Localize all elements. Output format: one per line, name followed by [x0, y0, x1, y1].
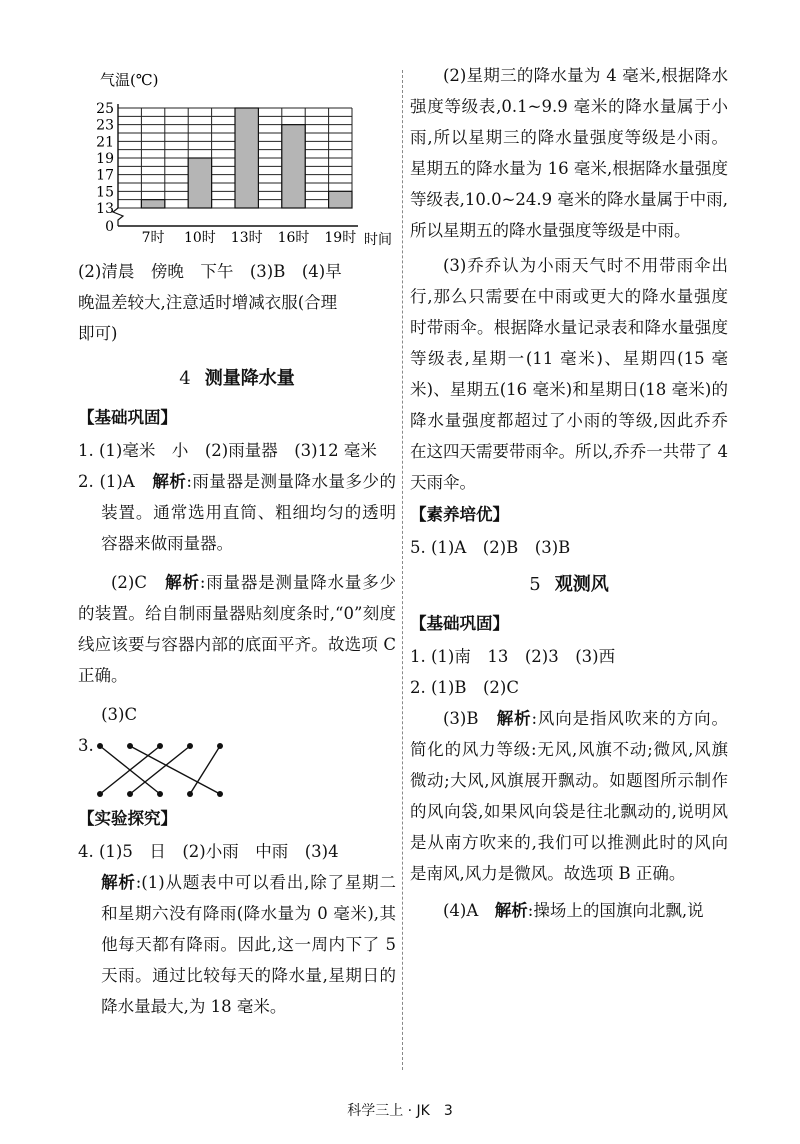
page-number: 3	[443, 1103, 453, 1119]
answer-head: (2)C	[111, 573, 147, 592]
chart-y-ticks	[96, 101, 114, 235]
x-tick-label: 10时	[183, 230, 216, 246]
answer-q1: 1. (1)毫米 小 (2)雨量器 (3)12 毫米	[78, 441, 377, 460]
section-number: 5	[529, 574, 541, 595]
analysis-text: :操场上的国旗向北飘,说	[527, 901, 704, 920]
wind-answer-q2: 2. (1)B (2)C	[410, 678, 519, 697]
answer-line: 即可)	[78, 324, 118, 343]
answer-q4-analysis	[78, 867, 396, 1022]
y-tick-label: 0	[105, 219, 114, 235]
chart-bar	[329, 191, 352, 208]
chart-bar	[282, 125, 305, 208]
right-column	[410, 60, 728, 926]
chart-x-ticks	[142, 230, 357, 246]
matching-lines-diagram	[96, 740, 226, 800]
page-footer	[0, 1100, 800, 1120]
y-tick-label: 23	[96, 117, 114, 134]
answer-q3	[78, 736, 396, 802]
chart-x-axis-label: 时间	[364, 232, 392, 248]
answer-q4-part3: (3)乔乔认为小雨天气时不用带雨伞出行,那么只需要在中雨或更大的降水量强度时带雨伞。根据降水量记录表和降水量强度等级表,星期一(11 毫米)、星期四(15 毫米)、星期五(16 毫米)和星期日(18 毫米)的降水量强度都超过了小雨的等级,因此乔乔在这四天需要带雨伞。所以,乔乔一共带了 4 天雨伞。	[410, 256, 728, 492]
wind-answer-q1: 1. (1)南 13 (2)3 (3)西	[410, 647, 616, 666]
chart-answer	[78, 256, 396, 349]
section-heading: 测量降水量	[204, 368, 295, 389]
basic-consolidation-header: 【基础巩固】	[78, 408, 177, 427]
temperature-bar-chart	[78, 60, 396, 250]
column-divider	[402, 70, 403, 1070]
answer-q2-2	[78, 567, 396, 691]
wind-answer-q2-4	[410, 895, 728, 926]
y-tick-label: 17	[96, 167, 114, 184]
y-tick-label: 21	[96, 134, 114, 151]
chart-bar	[188, 158, 211, 208]
section-number: 4	[179, 368, 191, 389]
y-tick-label: 25	[96, 101, 114, 117]
answer-q2-3: (3)C	[101, 705, 138, 724]
question-number: 3.	[78, 736, 94, 755]
section-title-4	[78, 357, 396, 401]
axis-break	[113, 208, 123, 226]
basic-consolidation-header: 【基础巩固】	[410, 614, 509, 633]
x-tick-label: 7时	[141, 230, 165, 246]
answer-q2-1	[78, 466, 396, 559]
analysis-text: :风向是指风吹来的方向。简化的风力等级:无风,风旗不动;微风,风旗微动;大风,风旗展开飘动。如题图所示制作的风向袋,如果风向袋是往北飘动的,说明风是从南方吹来的,我们可以推测此时的风向是南风,风力是微风。故选项 B 正确。	[410, 709, 729, 883]
chart-bar	[235, 108, 258, 208]
answer-head: (3)B	[443, 709, 479, 728]
quality-header: 【素养培优】	[410, 505, 509, 524]
section-title-5	[410, 563, 728, 607]
chart-bar	[141, 200, 164, 208]
x-tick-label: 16时	[277, 230, 310, 246]
y-tick-label: 15	[96, 184, 114, 201]
y-tick-label: 13	[96, 201, 114, 217]
answer-head: 2. (1)A	[78, 472, 135, 491]
analysis-text: :雨量器是测量降水量多少的装置。通常选用直筒、粗细均匀的透明容器来做雨量器。	[101, 472, 397, 553]
analysis-text: :(1)从题表中可以看出,除了星期二和星期六没有降雨(降水量为 0 毫米),其他每天都有降雨。因此,这一周内下了 5 天雨。通过比较每天的降水量,星期日的降水量最大,为 18 毫米。	[101, 873, 396, 1016]
analysis-label: 解析	[496, 709, 532, 728]
answer-line: (2)清晨 傍晚 下午 (3)B (4)早	[78, 262, 342, 281]
y-tick-label: 19	[96, 151, 114, 167]
x-tick-label: 13时	[230, 230, 263, 246]
answer-q5: 5. (1)A (2)B (3)B	[410, 538, 571, 557]
analysis-label: 解析	[494, 901, 528, 920]
analysis-label: 解析	[165, 573, 200, 592]
section-heading: 观测风	[554, 574, 609, 595]
x-tick-label: 19时	[324, 230, 357, 246]
answer-q4-part2: (2)星期三的降水量为 4 毫米,根据降水强度等级表,0.1~9.9 毫米的降水量属于小雨,所以星期三的降水量强度等级是小雨。星期五的降水量为 16 毫米,根据降水量强度等级表,10.0~24.9 毫米的降水量属于中雨,所以星期五的降水量强度等级是中雨。	[410, 66, 728, 240]
analysis-label: 解析	[152, 472, 187, 491]
answer-q4: 4. (1)5 日 (2)小雨 中雨 (3)4	[78, 842, 339, 861]
experiment-header: 【实验探究】	[78, 809, 177, 828]
analysis-label: 解析	[101, 873, 136, 892]
answer-head: (4)A	[443, 901, 479, 920]
chart-y-axis-label: 气温(℃)	[100, 71, 159, 89]
answer-line: 晚温差较大,注意适时增减衣服(合理	[78, 293, 338, 312]
footer-subject: 科学三上 · JK	[347, 1103, 430, 1119]
wind-answer-q2-3	[410, 703, 728, 889]
left-column	[78, 60, 396, 1022]
analysis-text: :雨量器是测量降水量多少的装置。给自制雨量器贴刻度条时,“0”刻度线应该要与容器内部的底面平齐。故选项 C 正确。	[78, 573, 397, 685]
